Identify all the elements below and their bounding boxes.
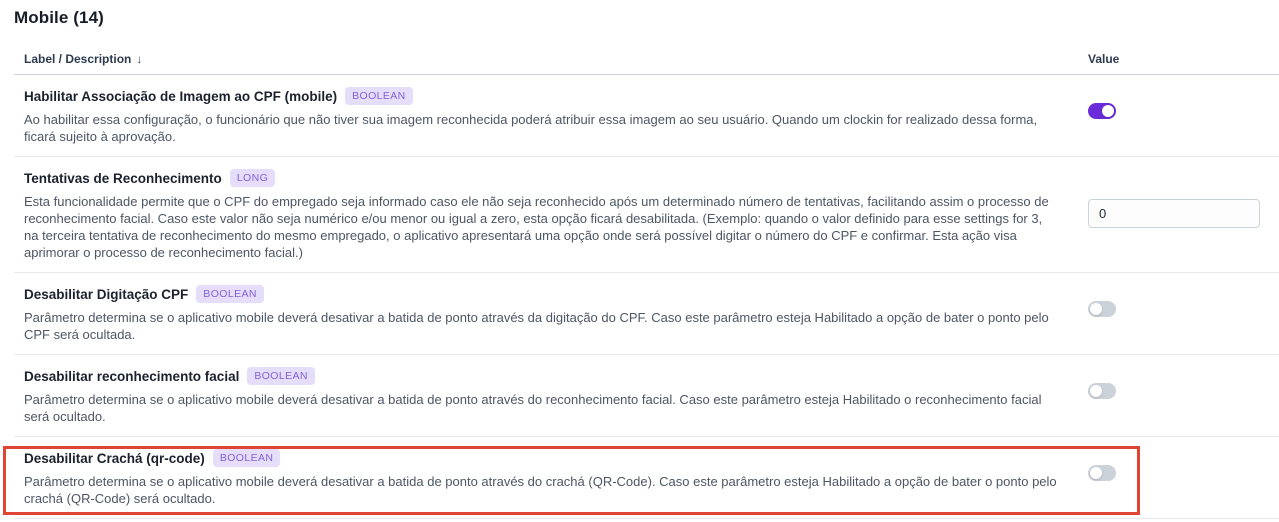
setting-row-habilitar-associacao-imagem: [14, 75, 1279, 157]
setting-title: Habilitar Associação de Imagem ao CPF (mobile): [24, 89, 338, 104]
label-description-column-header[interactable]: [24, 52, 1060, 66]
toggle-knob: [1102, 105, 1114, 117]
setting-value-cell: [1088, 449, 1260, 507]
setting-info: [24, 367, 1060, 425]
toggle-knob: [1090, 467, 1102, 479]
settings-table: [14, 52, 1279, 519]
label-description-header-text: Label / Description: [24, 52, 132, 66]
toggle-switch[interactable]: [1088, 301, 1116, 317]
setting-info: [24, 169, 1060, 261]
setting-title: Desabilitar reconhecimento facial: [24, 369, 240, 384]
setting-value-cell: [1088, 169, 1260, 261]
type-badge: BOOLEAN: [247, 367, 315, 385]
setting-title: Desabilitar Crachá (qr-code): [24, 451, 205, 466]
setting-row-desabilitar-reconhecimento-facial: [14, 355, 1279, 437]
value-column-header: Value: [1088, 52, 1120, 66]
type-badge: BOOLEAN: [213, 449, 281, 467]
toggle-switch[interactable]: [1088, 465, 1116, 481]
setting-info: [24, 87, 1060, 145]
type-badge: LONG: [230, 169, 275, 187]
setting-title: Desabilitar Digitação CPF: [24, 287, 189, 302]
table-header: [14, 52, 1279, 75]
setting-info: [24, 449, 1060, 507]
setting-info: [24, 285, 1060, 343]
setting-description: Parâmetro determina se o aplicativo mobile deverá desativar a batida de ponto através do reconhecimento facial. Caso este parâmetro esteja Habilitado o reconhecimento facial será ocultado.: [24, 392, 1042, 424]
value-input[interactable]: [1088, 199, 1260, 228]
toggle-switch[interactable]: [1088, 103, 1116, 119]
toggle-knob: [1090, 385, 1102, 397]
page-title: Mobile (14): [14, 8, 104, 27]
settings-page: [0, 8, 1279, 519]
setting-value-cell: [1088, 285, 1260, 343]
setting-description: Parâmetro determina se o aplicativo mobile deverá desativar a batida de ponto através do crachá (QR-Code). Caso este parâmetro esteja Habilitado a opção de bater o ponto pelo crachá (QR-Code) será ocultado.: [24, 474, 1057, 506]
toggle-knob: [1090, 303, 1102, 315]
setting-description: Ao habilitar essa configuração, o funcionário que não tiver sua imagem reconhecida poderá atribuir essa imagem ao seu usuário. Quando um clockin for realizado dessa forma, ficará sujeito à aprovação.: [24, 112, 1038, 144]
setting-description: Parâmetro determina se o aplicativo mobile deverá desativar a batida de ponto através da digitação do CPF. Caso este parâmetro esteja Habilitado a opção de bater o ponto pelo CPF será ocultada.: [24, 310, 1049, 342]
toggle-switch[interactable]: [1088, 383, 1116, 399]
setting-row-desabilitar-digitacao-cpf: [14, 273, 1279, 355]
type-badge: BOOLEAN: [345, 87, 413, 105]
setting-value-cell: [1088, 367, 1260, 425]
setting-value-cell: [1088, 87, 1260, 145]
sort-descending-icon[interactable]: ↓: [136, 52, 143, 66]
setting-description: Esta funcionalidade permite que o CPF do empregado seja informado caso ele não seja reconhecido após um determinado número de tentativas, facilitando assim o processo de reconhecimento facial. Caso este valor não seja numérico e/ou menor ou igual a zero, esta opção ficará desabilitada. (Exemplo: quando o valor definido para esse settings for 3, na terceira tentativa de reconhecimento do mesmo empregado, o aplicativo apresentará uma opção onde será possível digitar o número do CPF e confirmar. Esta ação visa aprimorar o processo de reconhecimento facial.): [24, 194, 1049, 260]
type-badge: BOOLEAN: [196, 285, 264, 303]
setting-row-tentativas-reconhecimento: [14, 157, 1279, 273]
setting-title: Tentativas de Reconhecimento: [24, 171, 222, 186]
setting-row-desabilitar-cracha-qrcode: [14, 437, 1279, 519]
